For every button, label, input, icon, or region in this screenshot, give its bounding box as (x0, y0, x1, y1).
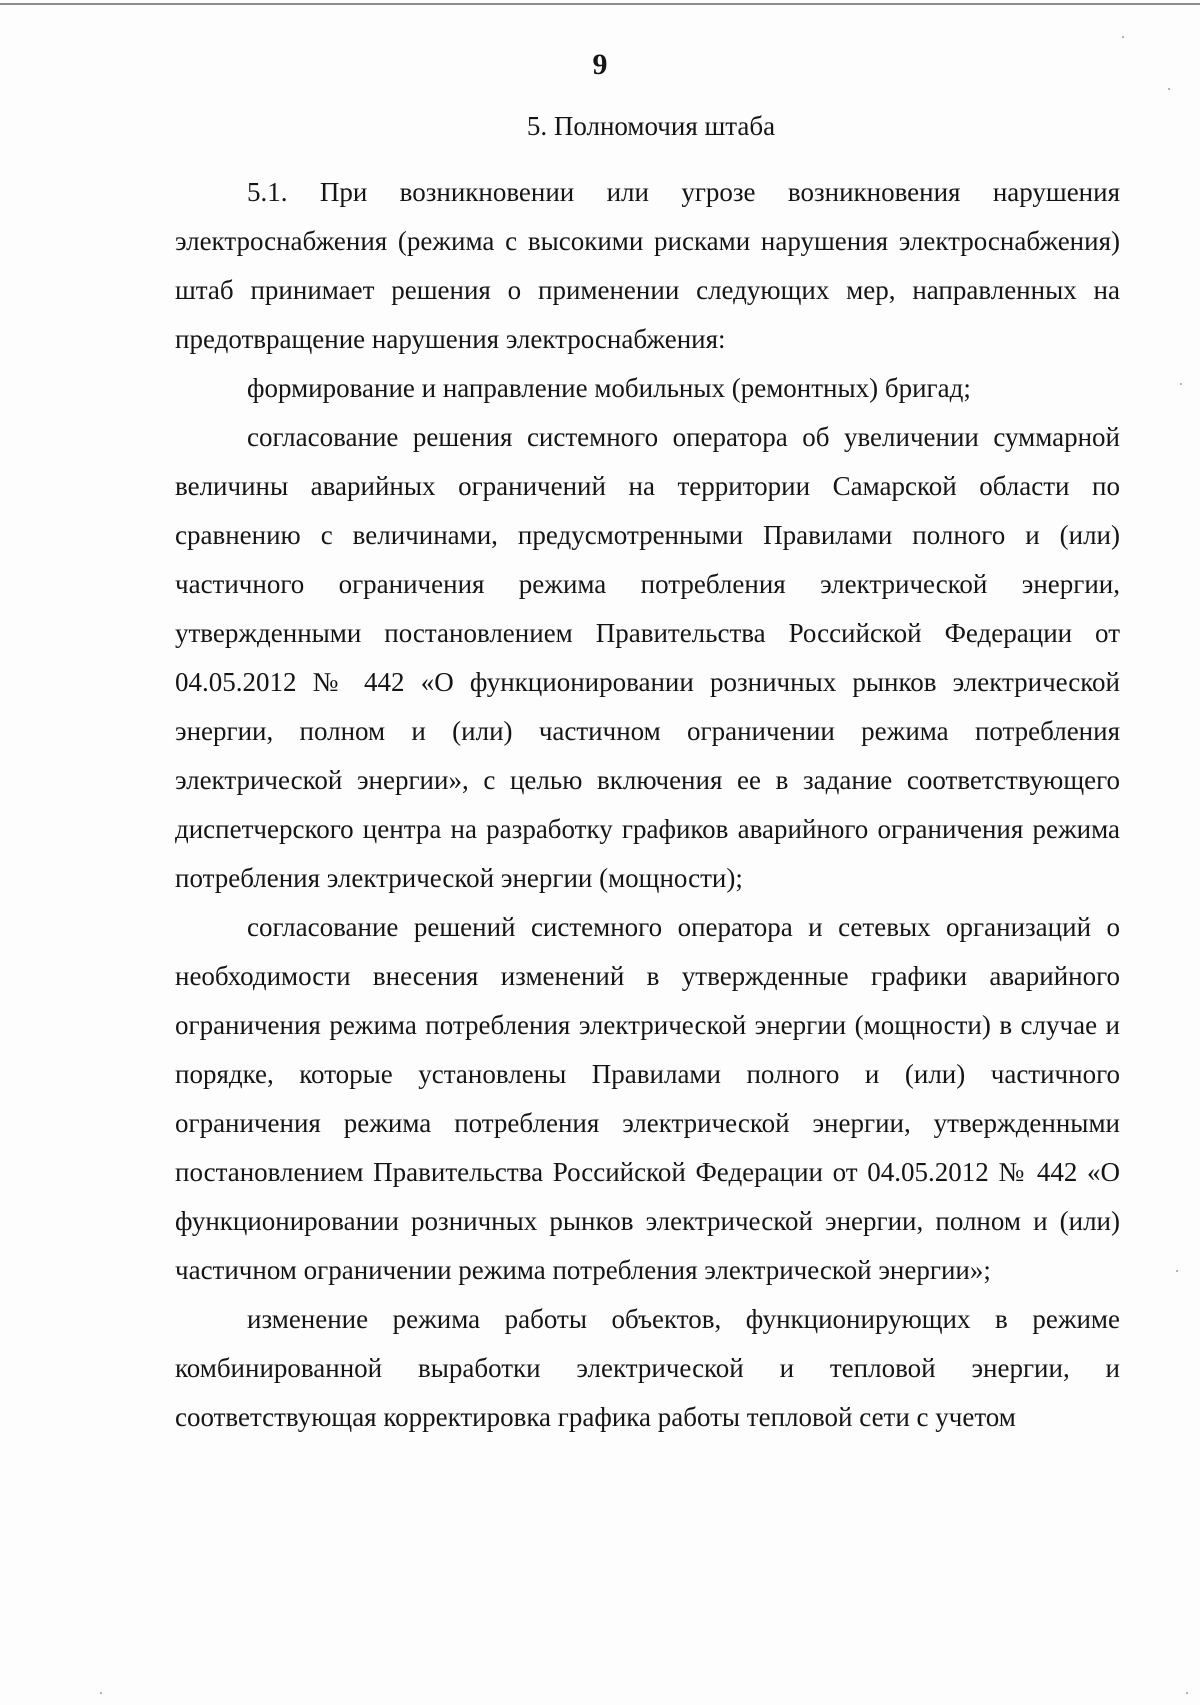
paragraph-mobile-brigades: формирование и направление мобильных (ремонтных) бригад; (247, 373, 971, 403)
scan-speck (1122, 36, 1124, 38)
document-body (175, 168, 1120, 1442)
scan-speck (100, 1692, 102, 1694)
paragraph-intro: 5.1. При возникновении или угрозе возникновения нарушения электроснабжения (режима с высокими рисками нарушения электроснабжения) штаб принимает решения о применении следующих мер, направленных на предотвращение нарушения электроснабжения: (175, 177, 1120, 354)
paragraph-cogeneration-mode: изменение режима работы объектов, функционирующих в режиме комбинированной выработки электрической и тепловой энергии, и соответствующая корректировка графика работы тепловой сети с учетом (175, 1304, 1120, 1432)
paragraph-emergency-limits: согласование решения системного оператора об увеличении суммарной величины аварийных ограничений на территории Самарской области по сравнению с величинами, предусмотренными Правилами полного и (или) частичного ограничения режима потребления электрической энергии, утвержденными постановлением Правительства Российской Федерации от 04.05.2012 № 442 «О функционировании розничных рынков электрической энергии, полном и (или) частичном ограничении режима потребления электрической энергии», с целью включения ее в задание соответствующего диспетчерского центра на разработку графиков аварийного ограничения режима потребления электрической энергии (мощности); (175, 422, 1120, 893)
paragraph-schedule-changes: согласование решений системного оператора и сетевых организаций о необходимости внесения изменений в утвержденные графики аварийного ограничения режима потребления электрической энергии (мощности) в случае и порядке, которые установлены Правилами полного и (или) частичного ограничения режима потребления электрической энергии, утвержденными постановлением Правительства Российской Федерации от 04.05.2012 № 442 «О функционировании розничных рынков электрической энергии, полном и (или) частичном ограничении режима потребления электрической энергии»; (175, 912, 1120, 1285)
page-number: 9 (592, 48, 608, 81)
scan-speck (1180, 383, 1182, 385)
scan-speck (1176, 1270, 1178, 1272)
scan-speck (1186, 1692, 1188, 1694)
section-title: 5. Полномочия штаба (526, 111, 776, 141)
scan-speck (1168, 88, 1170, 90)
scan-edge-line (0, 3, 1200, 5)
